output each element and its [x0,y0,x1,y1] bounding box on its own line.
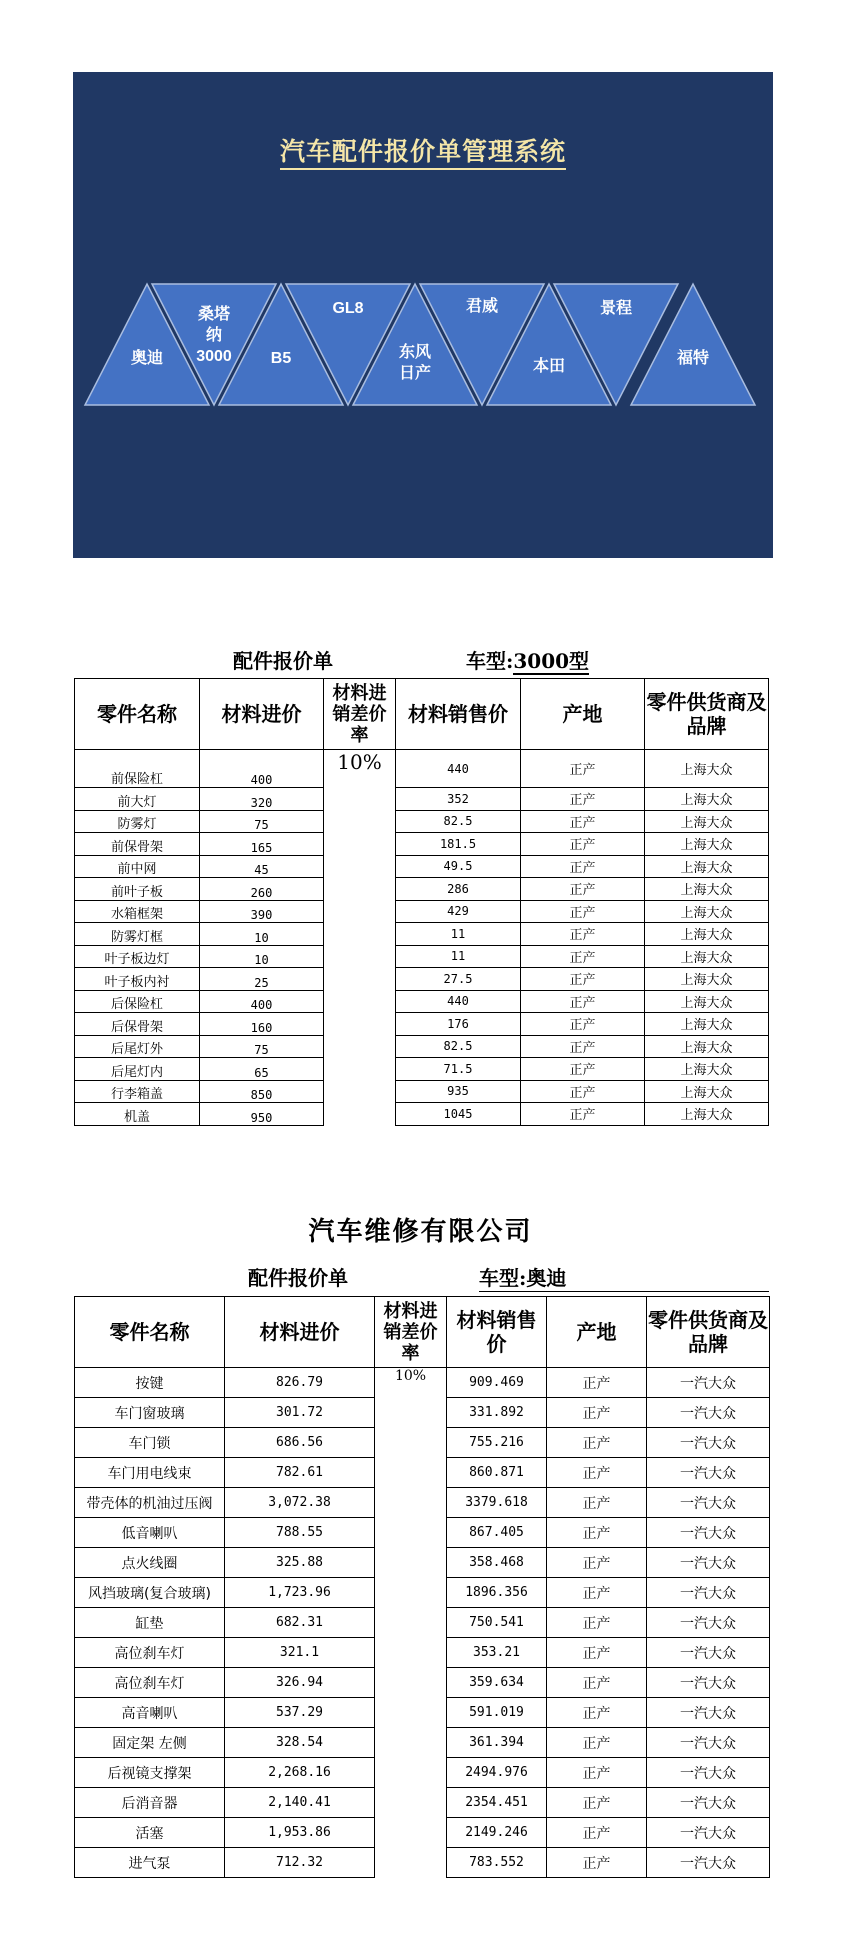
price-cell: 1896.356 [447,1578,547,1608]
cost-cell: 400 [200,750,324,788]
part-name-cell: 车门锁 [75,1428,225,1458]
header-part-name: 零件名称 [75,1297,225,1368]
supplier-cell: 上海大众 [645,1013,769,1036]
cost-cell: 788.55 [225,1518,375,1548]
cost-cell: 2,268.16 [225,1758,375,1788]
header-origin: 产地 [521,679,645,750]
header-origin: 产地 [547,1297,647,1368]
supplier-cell: 一汽大众 [647,1368,770,1398]
cost-cell: 3,072.38 [225,1488,375,1518]
table2 [74,1296,770,1878]
price-cell: 359.634 [447,1668,547,1698]
cost-cell: 400 [200,990,324,1013]
part-name-cell: 风挡玻璃(复合玻璃) [75,1578,225,1608]
supplier-cell: 上海大众 [645,788,769,811]
button-honda[interactable]: 本田 [532,358,565,375]
price-cell: 935 [396,1080,521,1103]
price-cell: 358.468 [447,1548,547,1578]
price-cell: 591.019 [447,1698,547,1728]
button-nissan[interactable]: 东风 日产 [398,344,431,382]
table1-model-value: 3000型 [513,649,590,673]
origin-cell: 正产 [547,1638,647,1668]
origin-cell: 正产 [547,1758,647,1788]
supplier-cell: 一汽大众 [647,1698,770,1728]
origin-cell: 正产 [521,750,645,788]
price-cell: 2354.451 [447,1788,547,1818]
part-name-cell: 后尾灯内 [75,1058,200,1081]
rate-cell [324,750,396,1126]
supplier-cell: 一汽大众 [647,1578,770,1608]
origin-cell: 正产 [521,945,645,968]
cost-cell: 45 [200,855,324,878]
part-name-cell: 高位刹车灯 [75,1668,225,1698]
button-jingcheng[interactable]: 景程 [599,300,632,317]
origin-cell: 正产 [547,1518,647,1548]
price-cell: 440 [396,750,521,788]
origin-cell: 正产 [547,1698,647,1728]
table-row [75,968,769,991]
cost-cell: 325.88 [225,1548,375,1578]
supplier-cell: 上海大众 [645,833,769,856]
table1 [74,678,769,1126]
part-name-cell: 带壳体的机油过压阀 [75,1488,225,1518]
supplier-cell: 一汽大众 [647,1608,770,1638]
cost-cell: 686.56 [225,1428,375,1458]
supplier-cell: 一汽大众 [647,1788,770,1818]
table-row [75,1013,769,1036]
part-name-cell: 后消音器 [75,1788,225,1818]
origin-cell: 正产 [547,1488,647,1518]
cost-cell: 75 [200,810,324,833]
supplier-cell: 一汽大众 [647,1848,770,1878]
supplier-cell: 上海大众 [645,1058,769,1081]
table1-body [75,750,769,1126]
origin-cell: 正产 [521,788,645,811]
part-name-cell: 水箱框架 [75,900,200,923]
origin-cell: 正产 [521,1103,645,1126]
supplier-cell: 上海大众 [645,810,769,833]
price-cell: 783.552 [447,1848,547,1878]
part-name-cell: 按键 [75,1368,225,1398]
origin-cell: 正产 [547,1788,647,1818]
origin-cell: 正产 [521,1013,645,1036]
part-name-cell: 防雾灯 [75,810,200,833]
price-cell: 11 [396,945,521,968]
origin-cell: 正产 [547,1818,647,1848]
price-cell: 49.5 [396,855,521,878]
header-price: 材料销售价 [396,679,521,750]
part-name-cell: 后尾灯外 [75,1035,200,1058]
cost-cell: 10 [200,945,324,968]
cost-cell: 321.1 [225,1638,375,1668]
price-cell: 867.405 [447,1518,547,1548]
part-name-cell: 前大灯 [75,788,200,811]
supplier-cell: 上海大众 [645,855,769,878]
cost-cell: 165 [200,833,324,856]
part-name-cell: 后视镜支撑架 [75,1758,225,1788]
part-name-cell: 低音喇叭 [75,1518,225,1548]
origin-cell: 正产 [521,1080,645,1103]
table-row [75,1368,770,1398]
cost-cell: 1,723.96 [225,1578,375,1608]
part-name-cell: 固定架 左侧 [75,1728,225,1758]
rate-value: 10% [337,750,382,774]
table2-body [75,1368,770,1878]
header-cost: 材料进价 [200,679,324,750]
cost-cell: 160 [200,1013,324,1036]
price-cell: 331.892 [447,1398,547,1428]
price-cell: 2149.246 [447,1818,547,1848]
table-row [75,900,769,923]
price-cell: 1045 [396,1103,521,1126]
part-name-cell: 进气泵 [75,1848,225,1878]
part-name-cell: 活塞 [75,1818,225,1848]
origin-cell: 正产 [521,1058,645,1081]
price-cell: 860.871 [447,1458,547,1488]
cost-cell: 950 [200,1103,324,1126]
origin-cell: 正产 [547,1398,647,1428]
origin-cell: 正产 [547,1668,647,1698]
supplier-cell: 上海大众 [645,878,769,901]
price-cell: 361.394 [447,1728,547,1758]
button-ford[interactable]: 福特 [676,350,709,367]
table-row [75,923,769,946]
price-cell: 755.216 [447,1428,547,1458]
dashboard-panel [73,72,773,558]
table-row [75,788,769,811]
cost-cell: 782.61 [225,1458,375,1488]
cost-cell: 10 [200,923,324,946]
price-cell: 27.5 [396,968,521,991]
table-row [75,750,769,788]
price-cell: 286 [396,878,521,901]
table-row [75,833,769,856]
supplier-cell: 上海大众 [645,1080,769,1103]
cost-cell: 328.54 [225,1728,375,1758]
cost-cell: 65 [200,1058,324,1081]
part-name-cell: 机盖 [75,1103,200,1126]
supplier-cell: 一汽大众 [647,1398,770,1428]
table1-model: 车型:3000型 [466,649,590,673]
price-cell: 181.5 [396,833,521,856]
table1-caption: 配件报价单 [233,649,333,673]
table-row [75,810,769,833]
header-cost: 材料进价 [225,1297,375,1368]
header-rate: 材料进销差价率 [324,679,396,750]
supplier-cell: 一汽大众 [647,1518,770,1548]
supplier-cell: 一汽大众 [647,1728,770,1758]
cost-cell: 682.31 [225,1608,375,1638]
supplier-cell: 上海大众 [645,1035,769,1058]
origin-cell: 正产 [547,1428,647,1458]
button-audi[interactable]: 奥迪 [130,350,163,367]
cost-cell: 390 [200,900,324,923]
supplier-cell: 上海大众 [645,990,769,1013]
cost-cell: 260 [200,878,324,901]
rate-value: 10% [394,1368,427,1384]
supplier-cell: 一汽大众 [647,1668,770,1698]
header-price: 材料销售价 [447,1297,547,1368]
supplier-cell: 一汽大众 [647,1458,770,1488]
supplier-cell: 一汽大众 [647,1818,770,1848]
cost-cell: 850 [200,1080,324,1103]
button-gl8[interactable]: GL8 [332,300,364,317]
part-name-cell: 叶子板内衬 [75,968,200,991]
cost-cell: 326.94 [225,1668,375,1698]
supplier-cell: 一汽大众 [647,1548,770,1578]
price-cell: 353.21 [447,1638,547,1668]
origin-cell: 正产 [521,878,645,901]
part-name-cell: 车门窗玻璃 [75,1398,225,1428]
price-cell: 352 [396,788,521,811]
origin-cell: 正产 [521,855,645,878]
price-cell: 3379.618 [447,1488,547,1518]
table-row [75,990,769,1013]
table2-caption: 配件报价单 [248,1266,348,1290]
price-cell: 2494.976 [447,1758,547,1788]
supplier-cell: 上海大众 [645,968,769,991]
price-cell: 750.541 [447,1608,547,1638]
origin-cell: 正产 [521,968,645,991]
supplier-cell: 上海大众 [645,900,769,923]
supplier-cell: 一汽大众 [647,1638,770,1668]
origin-cell: 正产 [547,1578,647,1608]
cost-cell: 1,953.86 [225,1818,375,1848]
table-row [75,855,769,878]
part-name-cell: 高位刹车灯 [75,1638,225,1668]
supplier-cell: 上海大众 [645,750,769,788]
table-row [75,1035,769,1058]
triangle-nav [73,72,773,558]
cost-cell: 826.79 [225,1368,375,1398]
button-santana[interactable]: 桑塔 纳 3000 [196,306,232,365]
origin-cell: 正产 [521,1035,645,1058]
origin-cell: 正产 [547,1728,647,1758]
cost-cell: 25 [200,968,324,991]
table-row [75,878,769,901]
origin-cell: 正产 [547,1368,647,1398]
part-name-cell: 前保险杠 [75,750,200,788]
dashboard-title: 汽车配件报价单管理系统 [73,132,773,168]
origin-cell: 正产 [521,990,645,1013]
supplier-cell: 一汽大众 [647,1428,770,1458]
header-supplier: 零件供货商及品牌 [645,679,769,750]
part-name-cell: 后保险杠 [75,990,200,1013]
supplier-cell: 上海大众 [645,1103,769,1126]
price-cell: 909.469 [447,1368,547,1398]
origin-cell: 正产 [521,810,645,833]
part-name-cell: 车门用电线束 [75,1458,225,1488]
price-cell: 176 [396,1013,521,1036]
price-cell: 82.5 [396,810,521,833]
company-name: 汽车维修有限公司 [308,1217,533,1247]
part-name-cell: 前叶子板 [75,878,200,901]
origin-cell: 正产 [547,1548,647,1578]
supplier-cell: 上海大众 [645,945,769,968]
price-cell: 82.5 [396,1035,521,1058]
table2-model: 车型:奥迪 [479,1262,769,1292]
price-cell: 71.5 [396,1058,521,1081]
part-name-cell: 前中网 [75,855,200,878]
rate-cell [375,1368,447,1878]
table-row [75,1103,769,1126]
part-name-cell: 缸垫 [75,1608,225,1638]
supplier-cell: 上海大众 [645,923,769,946]
origin-cell: 正产 [547,1608,647,1638]
price-cell: 440 [396,990,521,1013]
header-rate: 材料进销差价率 [375,1297,447,1368]
price-cell: 429 [396,900,521,923]
button-b5[interactable]: B5 [270,350,292,367]
table2-model-value: 奥迪 [526,1266,567,1290]
cost-cell: 2,140.41 [225,1788,375,1818]
cost-cell: 537.29 [225,1698,375,1728]
part-name-cell: 高音喇叭 [75,1698,225,1728]
cost-cell: 301.72 [225,1398,375,1428]
supplier-cell: 一汽大众 [647,1758,770,1788]
origin-cell: 正产 [521,833,645,856]
cost-cell: 320 [200,788,324,811]
button-regal[interactable]: 君威 [465,298,498,315]
part-name-cell: 前保骨架 [75,833,200,856]
table-row [75,1058,769,1081]
cost-cell: 75 [200,1035,324,1058]
cost-cell: 712.32 [225,1848,375,1878]
part-name-cell: 防雾灯框 [75,923,200,946]
origin-cell: 正产 [521,900,645,923]
origin-cell: 正产 [547,1458,647,1488]
header-part-name: 零件名称 [75,679,200,750]
table-row [75,945,769,968]
header-supplier: 零件供货商及品牌 [647,1297,770,1368]
part-name-cell: 行李箱盖 [75,1080,200,1103]
part-name-cell: 叶子板边灯 [75,945,200,968]
price-cell: 11 [396,923,521,946]
origin-cell: 正产 [547,1848,647,1878]
table-row [75,1080,769,1103]
origin-cell: 正产 [521,923,645,946]
supplier-cell: 一汽大众 [647,1488,770,1518]
part-name-cell: 后保骨架 [75,1013,200,1036]
part-name-cell: 点火线圈 [75,1548,225,1578]
